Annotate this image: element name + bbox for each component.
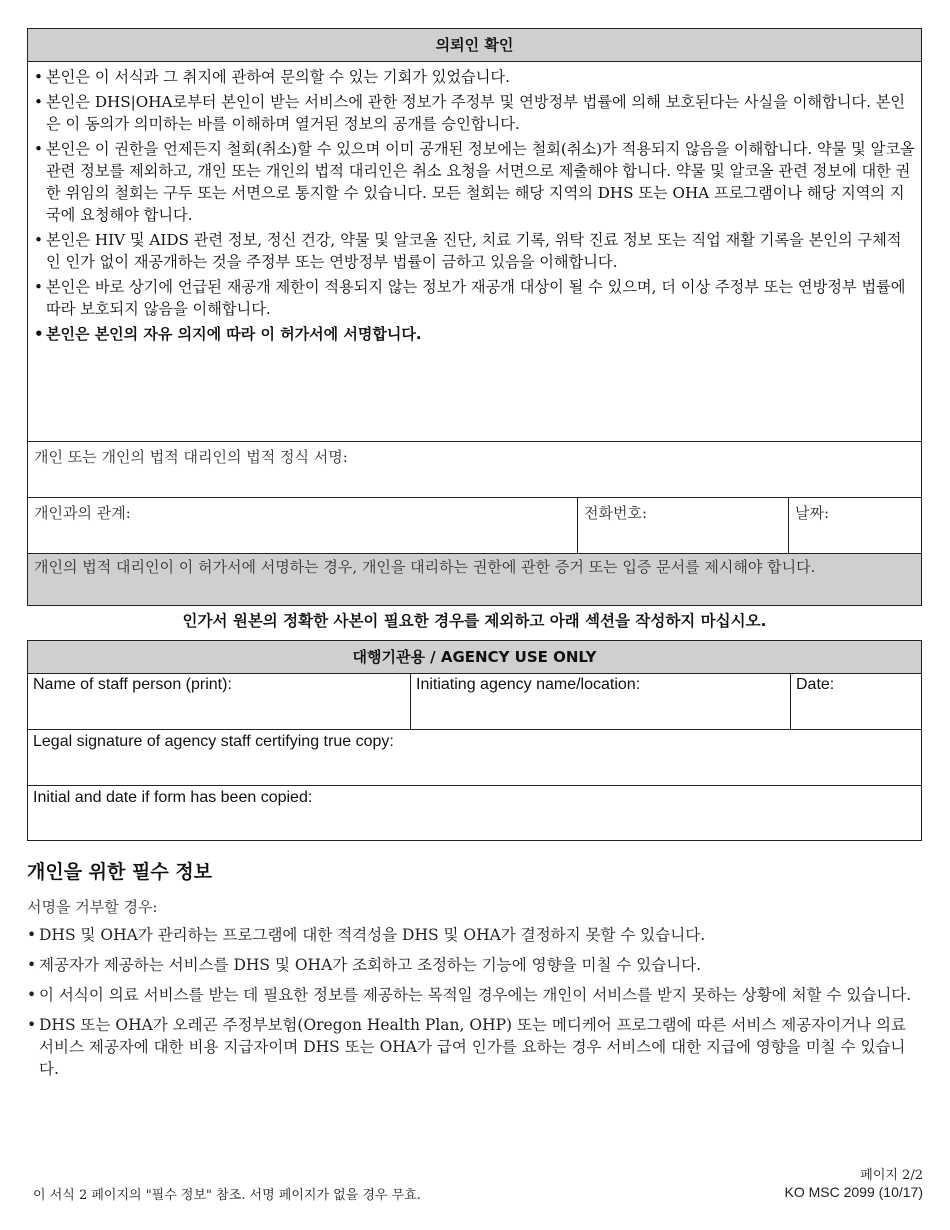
acknowledgement-section [27,28,922,606]
signature-row [28,441,921,497]
phone-field[interactable] [577,498,788,553]
signature-label: 개인 또는 개인의 법적 대리인의 법적 정식 서명: [34,448,348,466]
agency-date-field[interactable] [790,673,921,729]
list-item: • DHS 또는 OHA가 오레곤 주정부보험(Oregon Health Plan, OHP) 또는 메디케어 프로그램에 따른 서비스 제공자이거나 의료 서비스 제공자에 대한 비용 지급자이며 DHS 또는 OHA가 급여 인가를 요하는 경우 서비스에 대한 지급에 영향을 미칠 수 있습니다. [27,1016,906,1078]
copy-initial-field[interactable] [28,785,921,840]
list-item: • 본인은 이 권한을 언제든지 철회(취소)할 수 있으며 이미 공개된 정보에는 철회(취소)가 적용되지 않음을 이해합니다. 약물 및 알코올 관련 정보를 제외하고, 개인 또는 개인의 법적 대리인은 취소 요청을 서면으로 제출해야 합니다. 약물 및 알코올 관련 정보에 대한 권한 위임의 철회는 구두 또는 서면으로 통지할 수 있습니다. 모든 철회는 해당 지역의 DHS 또는 OHA 프로그램이나 해당 지역의 지국에 요청해야 합니다. [34,140,915,224]
agency-header: 대행기관용 / AGENCY USE ONLY [28,641,921,674]
footer-note: 이 서식 2 페이지의 "필수 정보" 참조. 서명 페이지가 없을 경우 무효. [33,1188,421,1203]
agency-date-label: Date: [796,676,835,693]
staff-signature-label: Legal signature of agency staff certifying true copy: [33,733,394,750]
bullet-icon: • [34,325,44,343]
date-field[interactable] [788,498,921,553]
warning-text: 인가서 원본의 정확한 사본이 필요한 경우를 제외하고 아래 섹션을 작성하지 마십시오. [182,612,767,630]
bullet-icon: • [27,956,37,974]
required-info-list [27,924,922,1088]
required-info-title: 개인을 위한 필수 정보 [27,861,213,883]
staff-signature-field[interactable] [28,729,921,785]
bullet-icon: • [27,986,37,1004]
copy-initial-label: Initial and date if form has been copied: [33,789,313,806]
bullet-icon: • [34,278,43,296]
list-item: • 이 서식이 의료 서비스를 받는 데 필요한 정보를 제공하는 목적일 경우에는 개인이 서비스를 받지 못하는 상황에 처할 수 있습니다. [27,986,912,1004]
bullet-icon: • [34,231,43,249]
bullet-icon: • [34,93,43,111]
page-number: 페이지 2/2 [860,1168,923,1183]
acknowledgement-header: 의뢰인 확인 [28,29,921,62]
staff-name-label: Name of staff person (print): [33,676,232,693]
list-item: • 본인은 DHS|OHA로부터 본인이 받는 서비스에 관한 정보가 주정부 및 연방정부 법률에 의해 보호된다는 사실을 이해합니다. 본인은 이 동의가 의미하는 바를 이해하며 열거된 정보의 공개를 승인합니다. [34,93,906,133]
list-item: • 본인은 HIV 및 AIDS 관련 정보, 정신 건강, 약물 및 알코올 진단, 치료 기록, 위탁 진료 정보 또는 직업 재활 기록을 본인의 구체적인 인가 없이 재공개하는 것을 주정부 또는 연방정부 법률이 금하고 있음을 이해합니다. [34,231,902,271]
agency-section [27,640,922,841]
required-info-intro: 서명을 거부할 경우: [27,898,158,916]
free-will-statement: • 본인은 본인의 자유 의지에 따라 이 허가서에 서명합니다. [34,325,422,343]
list-item: • 본인은 이 서식과 그 취지에 관하여 문의할 수 있는 기회가 있었습니다. [34,68,510,86]
bullet-icon: • [27,926,37,944]
signature-field[interactable] [28,442,921,497]
bullet-icon: • [34,140,43,158]
form-id: KO MSC 2099 (10/17) [784,1184,923,1200]
relationship-row [28,497,921,553]
representative-note: 개인의 법적 대리인이 이 허가서에 서명하는 경우, 개인을 대리하는 권한에 관한 증거 또는 입증 문서를 제시해야 합니다. [28,553,921,605]
agency-name-label: Initiating agency name/location: [416,676,641,693]
bullet-icon: • [34,68,43,86]
phone-label: 전화번호: [584,504,648,522]
list-item: • 제공자가 제공하는 서비스를 DHS 및 OHA가 조회하고 조정하는 기능에 영향을 미칠 수 있습니다. [27,956,702,974]
agency-name-field[interactable] [410,673,790,729]
list-item: • DHS 및 OHA가 관리하는 프로그램에 대한 적격성을 DHS 및 OHA가 결정하지 못할 수 있습니다. [27,926,706,944]
staff-name-field[interactable] [28,673,410,729]
relationship-field[interactable] [28,498,577,553]
list-item: • 본인은 바로 상기에 언급된 재공개 제한이 적용되지 않는 정보가 재공개 대상이 될 수 있으며, 더 이상 주정부 또는 연방정부 법률에 따라 보호되지 않음을 이해합니다. [34,278,906,318]
relationship-label: 개인과의 관계: [34,504,131,522]
acknowledgement-list [28,62,921,345]
date-label: 날짜: [795,504,830,522]
bullet-icon: • [27,1016,37,1034]
